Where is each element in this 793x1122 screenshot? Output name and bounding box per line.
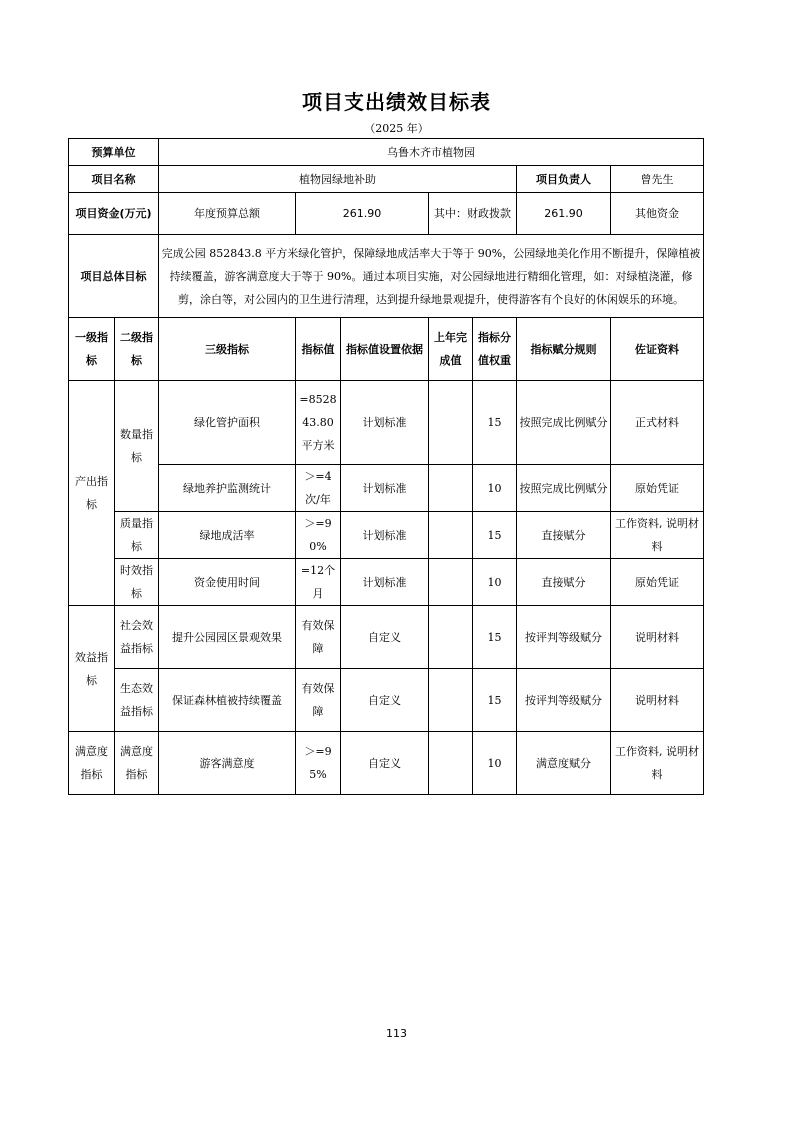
header-weight: 指标分值权重 bbox=[473, 318, 517, 381]
indicator-weight: 15 bbox=[473, 512, 517, 559]
indicator-basis: 计划标准 bbox=[341, 465, 429, 512]
project-manager-value: 曾先生 bbox=[611, 166, 704, 193]
header-evidence: 佐证资料 bbox=[611, 318, 704, 381]
fiscal-allocation-label: 其中：财政拨款 bbox=[429, 193, 517, 235]
subgroup-ecological: 生态效益指标 bbox=[115, 669, 159, 732]
indicator-basis: 自定义 bbox=[341, 732, 429, 795]
indicator-rule: 满意度赋分 bbox=[517, 732, 611, 795]
indicator-last-year bbox=[429, 465, 473, 512]
budget-unit-value: 乌鲁木齐市植物园 bbox=[159, 139, 704, 166]
indicator-last-year bbox=[429, 559, 473, 606]
table-row bbox=[69, 559, 704, 606]
indicator-basis: 计划标准 bbox=[341, 512, 429, 559]
indicator-weight: 10 bbox=[473, 732, 517, 795]
subgroup-satisfaction: 满意度指标 bbox=[115, 732, 159, 795]
project-manager-label: 项目负责人 bbox=[517, 166, 611, 193]
page-title: 项目支出绩效目标表 bbox=[302, 90, 491, 114]
header-value: 指标值 bbox=[296, 318, 341, 381]
table-row bbox=[69, 732, 704, 795]
indicator-last-year bbox=[429, 732, 473, 795]
header-level3: 三级指标 bbox=[159, 318, 296, 381]
indicator-name: 绿地养护监测统计 bbox=[159, 465, 296, 512]
fiscal-allocation-value: 261.90 bbox=[517, 193, 611, 235]
indicator-evidence: 正式材料 bbox=[611, 381, 704, 465]
indicator-basis: 计划标准 bbox=[341, 381, 429, 465]
other-funds-label: 其他资金 bbox=[611, 193, 704, 235]
overall-goal-row bbox=[69, 235, 704, 318]
indicator-value: ＞=90% bbox=[296, 512, 341, 559]
indicator-evidence: 说明材料 bbox=[611, 669, 704, 732]
indicator-rule: 按评判等级赋分 bbox=[517, 606, 611, 669]
indicator-evidence: 工作资料, 说明材料 bbox=[611, 732, 704, 795]
indicator-name: 保证森林植被持续覆盖 bbox=[159, 669, 296, 732]
indicator-value: =852843.80平方米 bbox=[296, 381, 341, 465]
indicator-weight: 15 bbox=[473, 669, 517, 732]
indicator-value: 有效保障 bbox=[296, 606, 341, 669]
budget-unit-row bbox=[69, 139, 704, 166]
indicator-rule: 按照完成比例赋分 bbox=[517, 381, 611, 465]
indicator-name: 绿化管护面积 bbox=[159, 381, 296, 465]
indicator-basis: 自定义 bbox=[341, 669, 429, 732]
indicator-rule: 直接赋分 bbox=[517, 559, 611, 606]
overall-goal-label: 项目总体目标 bbox=[69, 235, 159, 318]
project-name-label: 项目名称 bbox=[69, 166, 159, 193]
header-last-year: 上年完成值 bbox=[429, 318, 473, 381]
subgroup-quantity: 数量指标 bbox=[115, 381, 159, 512]
indicator-basis: 计划标准 bbox=[341, 559, 429, 606]
annual-budget-value: 261.90 bbox=[296, 193, 429, 235]
table-row bbox=[69, 606, 704, 669]
indicator-weight: 15 bbox=[473, 606, 517, 669]
header-rule: 指标赋分规则 bbox=[517, 318, 611, 381]
indicator-name: 绿地成活率 bbox=[159, 512, 296, 559]
annual-budget-label: 年度预算总额 bbox=[159, 193, 296, 235]
indicator-weight: 10 bbox=[473, 559, 517, 606]
page-number: 113 bbox=[386, 1027, 407, 1040]
subgroup-quality: 质量指标 bbox=[115, 512, 159, 559]
indicator-evidence: 说明材料 bbox=[611, 606, 704, 669]
indicator-header-row bbox=[69, 318, 704, 381]
table-row bbox=[69, 669, 704, 732]
header-level1: 一级指标 bbox=[69, 318, 115, 381]
subgroup-social: 社会效益指标 bbox=[115, 606, 159, 669]
project-name-row bbox=[69, 166, 704, 193]
indicator-rule: 按评判等级赋分 bbox=[517, 669, 611, 732]
performance-target-table bbox=[68, 138, 704, 795]
indicator-value: =12个月 bbox=[296, 559, 341, 606]
group-output: 产出指标 bbox=[69, 381, 115, 606]
project-name-value: 植物园绿地补助 bbox=[159, 166, 517, 193]
indicator-evidence: 原始凭证 bbox=[611, 465, 704, 512]
budget-unit-label: 预算单位 bbox=[69, 139, 159, 166]
indicator-value: 有效保障 bbox=[296, 669, 341, 732]
indicator-basis: 自定义 bbox=[341, 606, 429, 669]
indicator-last-year bbox=[429, 669, 473, 732]
overall-goal-text: 完成公园 852843.8 平方米绿化管护，保障绿地成活率大于等于 90%，公园绿地美化作用不断提升，保障植被持续覆盖，游客满意度大于等于 90%。通过本项目实施，对公园绿地进行精细化管理，如：对绿植浇灌，修剪，涂白等，对公园内的卫生进行清理，达到提升绿地景观提升，使得游客有个良好的休闲娱乐的环境。 bbox=[159, 235, 704, 318]
project-funds-row bbox=[69, 193, 704, 235]
indicator-last-year bbox=[429, 606, 473, 669]
indicator-value: ＞=4次/年 bbox=[296, 465, 341, 512]
indicator-evidence: 工作资料, 说明材料 bbox=[611, 512, 704, 559]
indicator-name: 资金使用时间 bbox=[159, 559, 296, 606]
indicator-name: 游客满意度 bbox=[159, 732, 296, 795]
group-satisfaction: 满意度指标 bbox=[69, 732, 115, 795]
group-benefit: 效益指标 bbox=[69, 606, 115, 732]
indicator-weight: 15 bbox=[473, 381, 517, 465]
header-level2: 二级指标 bbox=[115, 318, 159, 381]
indicator-rule: 按照完成比例赋分 bbox=[517, 465, 611, 512]
indicator-evidence: 原始凭证 bbox=[611, 559, 704, 606]
project-funds-label: 项目资金(万元) bbox=[69, 193, 159, 235]
indicator-rule: 直接赋分 bbox=[517, 512, 611, 559]
table-row bbox=[69, 381, 704, 465]
indicator-weight: 10 bbox=[473, 465, 517, 512]
subgroup-timeliness: 时效指标 bbox=[115, 559, 159, 606]
table-row bbox=[69, 512, 704, 559]
indicator-value: ＞=95% bbox=[296, 732, 341, 795]
indicator-last-year bbox=[429, 381, 473, 465]
header-basis: 指标值设置依据 bbox=[341, 318, 429, 381]
indicator-last-year bbox=[429, 512, 473, 559]
indicator-name: 提升公园园区景观效果 bbox=[159, 606, 296, 669]
table-row bbox=[69, 465, 704, 512]
year-label: （2025 年） bbox=[364, 122, 429, 135]
